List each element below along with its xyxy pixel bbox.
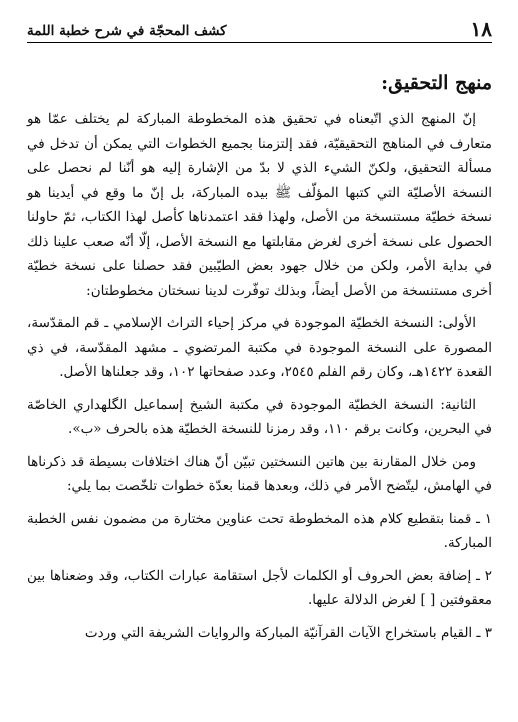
paragraph-intro: إنّ المنهج الذي اتّبعناه في تحقيق هذه المخطوطة المباركة لم يختلف عمّا هو متعارف في المناهج التحقيقيّة، فقد إلتزمنا بجميع الخطوات التي يمكن أن تدخل في مسألة التحقيق، ولكنّ الشيء الذي لا بدّ من الإشارة إليه هو أنّنا لم نحصل على النسخة الأصليّة التي كتبها المؤلّف ﷺ بيده المباركة، بل إنّ ما وقع في أيدينا هو نسخة خطيّة مستنسخة من الأصل، ولهذا فقد اعتمدناها كأصل لهذا الكتاب، ثمّ حاولنا الحصول على نسخة أخرى لغرض مقابلتها مع النسخة الأصل، إلّا أنّه صعب علينا ذلك في بداية الأمر، ولكن من خلال جهود بعض الطيّبين فقد حصلنا على نسخة خطيّة أخرى مستنسخة من الأصل أيضاً، وبذلك توفّرت لدينا نسختان مخطوطتان: <box>27 111 492 299</box>
section-heading: منهج التحقيق: <box>381 72 492 94</box>
running-header <box>27 10 492 43</box>
paragraph-first-copy: الأولى: النسخة الخطيّة الموجودة في مركز إحياء التراث الإسلامي ـ قم المقدّسة، المصورة على النسخة الموجودة في مكتبة المرتضوي ـ مشهد المقدّسة، في ذي القعدة ١٤٢٢هـ، وكان رقم الفلم ٢٥٤٥، وعدد صفحاتها ١٠٢، وقد جعلناها الأصل. <box>27 315 492 380</box>
paragraph-comparison: ومن خلال المقارنة بين هاتين النسختين تبيّن أنّ هناك اختلافات بسيطة قد ذكرناها في الهامش، ليتّضح الأمر في ذلك، وبعدها قمنا بعدّة خطوات تلخّصت بما يلي: <box>27 453 492 494</box>
running-title: كشف المحجّة في شرح خطبة اللمة <box>27 23 227 39</box>
paragraph-second-copy: الثانية: النسخة الخطيّة الموجودة في مكتبة الشيخ إسماعيل الگلهداري الخاصّة في البحرين، وكانت برقم ١١٠، وقد رمزنا للنسخة الخطيّة هذه بالحرف «ب». <box>27 396 492 437</box>
document-page <box>27 10 492 715</box>
list-item-step-3: ٣ ـ القيام باستخراج الآيات القرآنيّة المباركة والروايات الشريفة التي وردت <box>84 624 492 641</box>
list-item-step-1: ١ ـ قمنا بتقطيع كلام هذه المخطوطة تحت عناوين مختارة من مضمون نفس الخطبة المباركة. <box>27 510 492 551</box>
list-item-step-2: ٢ ـ إضافة بعض الحروف أو الكلمات لأجل استقامة عبارات الكتاب، وقد وضعناها بين معقوفتين [ ] لغرض الدلالة عليها. <box>27 567 492 608</box>
page-number: ١٨ <box>470 17 492 41</box>
